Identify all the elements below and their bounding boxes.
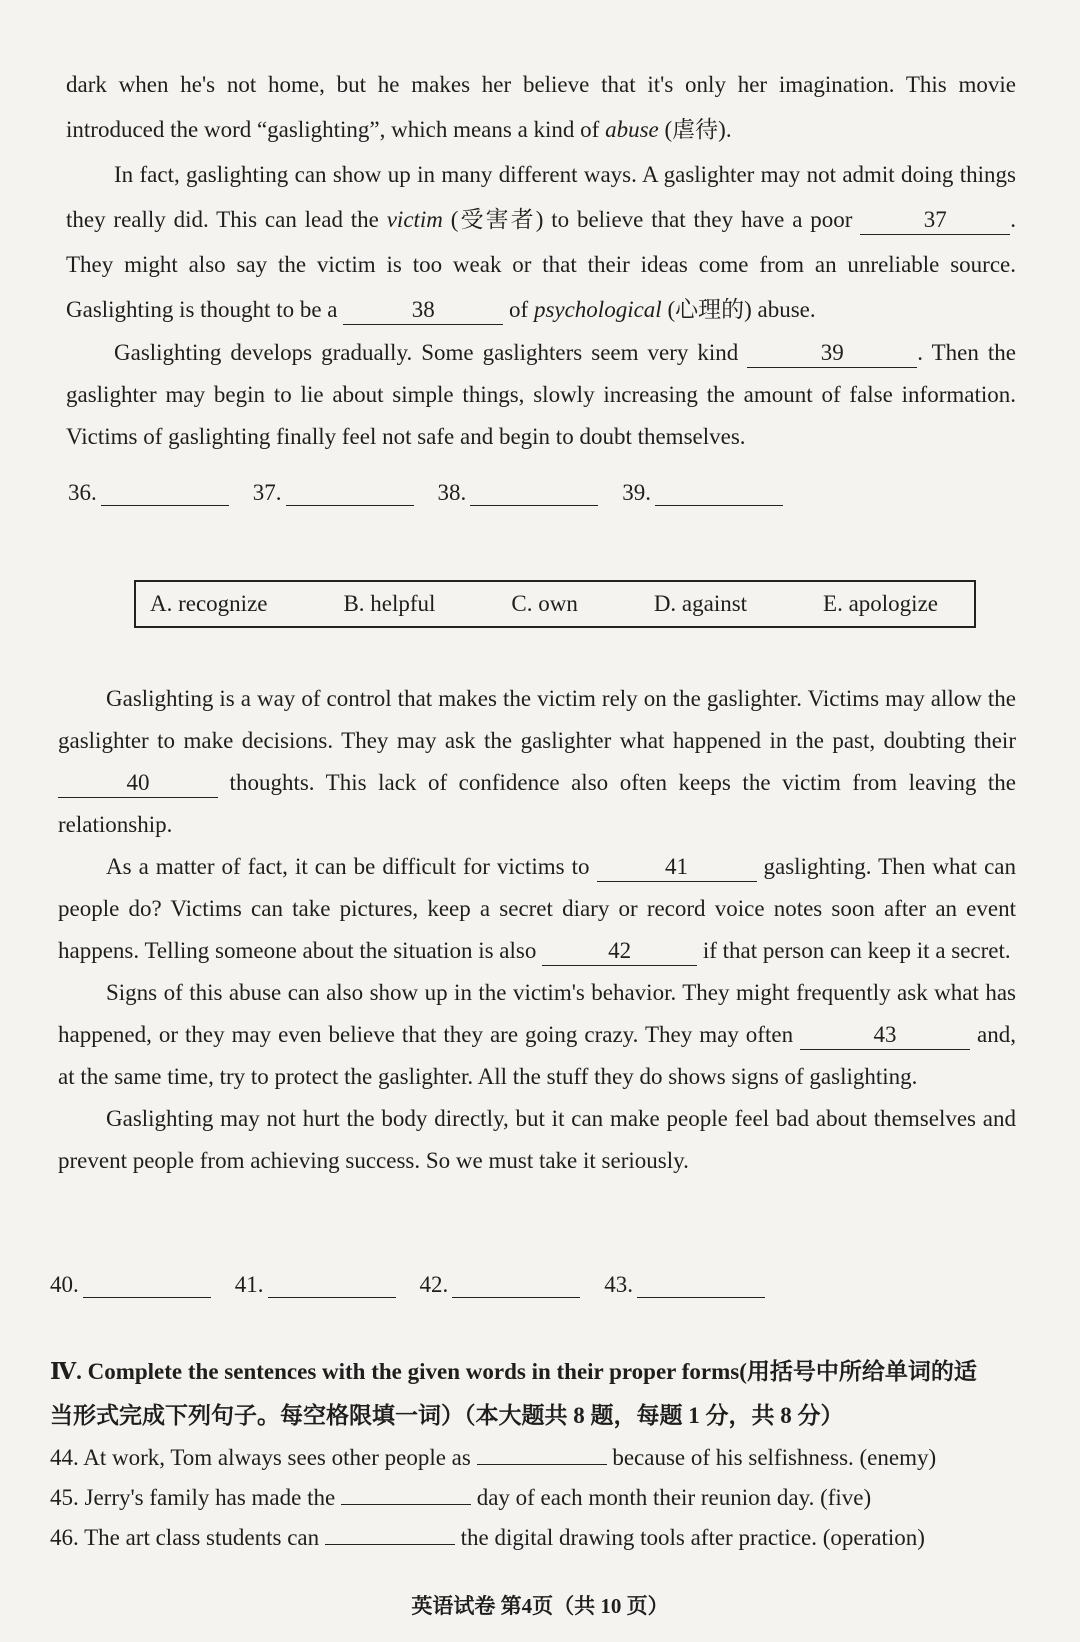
blank-42[interactable]: 42 [542,937,697,966]
option-d: D. against [653,591,748,616]
answer-39[interactable]: 39. [622,480,783,506]
section-iv-title-line1: Ⅳ. Complete the sentences with the given words in their proper forms(用括号中所给单词的适 [50,1359,977,1384]
passage-middle [0,678,1080,1182]
answer-37[interactable]: 37. [253,480,414,506]
blank-40[interactable]: 40 [58,769,218,798]
option-e: E. apologize [823,591,938,616]
answer-41[interactable]: 41. [235,1272,396,1298]
paragraph-intro-end: dark when he's not home, but he makes her believe that it's only her imagination. This movie introduced the word “gaslighting”, which means a kind of abuse (虐待). [66,72,1016,142]
page-footer: 英语试卷 第4页（共 10 页） [411,1594,669,1618]
blank-38[interactable]: 38 [343,296,503,325]
option-c: C. own [511,591,578,616]
question-45: 45. Jerry's family has made the day of each month their reunion day. (five) [50,1485,872,1510]
blank-45[interactable] [341,1504,471,1505]
answer-36[interactable]: 36. [68,480,229,506]
question-46: 46. The art class students can the digital drawing tools after practice. (operation) [50,1525,925,1550]
answer-row-40-43 [50,1272,950,1298]
blank-43[interactable]: 43 [800,1021,970,1050]
paragraph-conclusion: Gaslighting may not hurt the body directly, but it can make people feel bad about themselves and prevent people from achieving success. So we must take it seriously. [58,1106,1016,1173]
blank-37[interactable]: 37 [860,206,1010,235]
paragraph-signs: Signs of this abuse can also show up in the victim's behavior. They might frequently ask what has happened, or they may even believe that they are going crazy. They may often 43 and, at the same time, try to protect the gaslighter. All the stuff they do shows signs of gaslighting. [58,980,1016,1089]
option-a: A. recognize [150,591,268,616]
word-choice-box [134,580,976,628]
answer-42[interactable]: 42. [420,1272,581,1298]
blank-44[interactable] [477,1464,607,1465]
blank-46[interactable] [325,1544,455,1545]
section-iv-title-line2: 当形式完成下列句子。每空格限填一词）（本大题共 8 题，每题 1 分，共 8 分） [50,1403,844,1428]
answer-38[interactable]: 38. [438,480,599,506]
blank-41[interactable]: 41 [597,853,757,882]
option-b: B. helpful [343,591,436,616]
answer-43[interactable]: 43. [604,1272,765,1298]
passage-top [0,62,1080,458]
question-44: 44. At work, Tom always sees other people as because of his selfishness. (enemy) [50,1445,937,1470]
paragraph-matter-of-fact: As a matter of fact, it can be difficult for victims to 41 gaslighting. Then what can people do? Victims can take pictures, keep a secret diary or record voice notes soon after an event happens. Telling someone about the situation is also 42 if that person can keep it a secret. [58,846,1016,972]
answer-40[interactable]: 40. [50,1272,211,1298]
paragraph-control: Gaslighting is a way of control that makes the victim rely on the gaslighter. Victims may allow the gaslighter to make decisions. They may ask the gaslighter what happened in the past, doubting their 40 thoughts. This lack of confidence also often keeps the victim from leaving the relationship. [58,686,1016,837]
blank-39[interactable]: 39 [747,339,917,368]
paragraph-develops-gradually: Gaslighting develops gradually. Some gaslighters seem very kind 39 . Then the gaslighter may begin to lie about simple things, slowly increasing the amount of false information. Victims of gaslighting finally feel not safe and begin to doubt themselves. [66,340,1016,449]
section-iv [0,1350,1080,1558]
paragraph-gaslighting-ways: In fact, gaslighting can show up in many different ways. A gaslighter may not admit doing things they really did. This can lead the victim (受害者) to believe that they have a poor 37 . They might also say the victim is too weak or that their ideas come from an unreliable source. Gaslighting is thought to be a 38 of psychological (心理的) abuse. [66,152,1016,332]
answer-row-36-39 [68,480,968,506]
